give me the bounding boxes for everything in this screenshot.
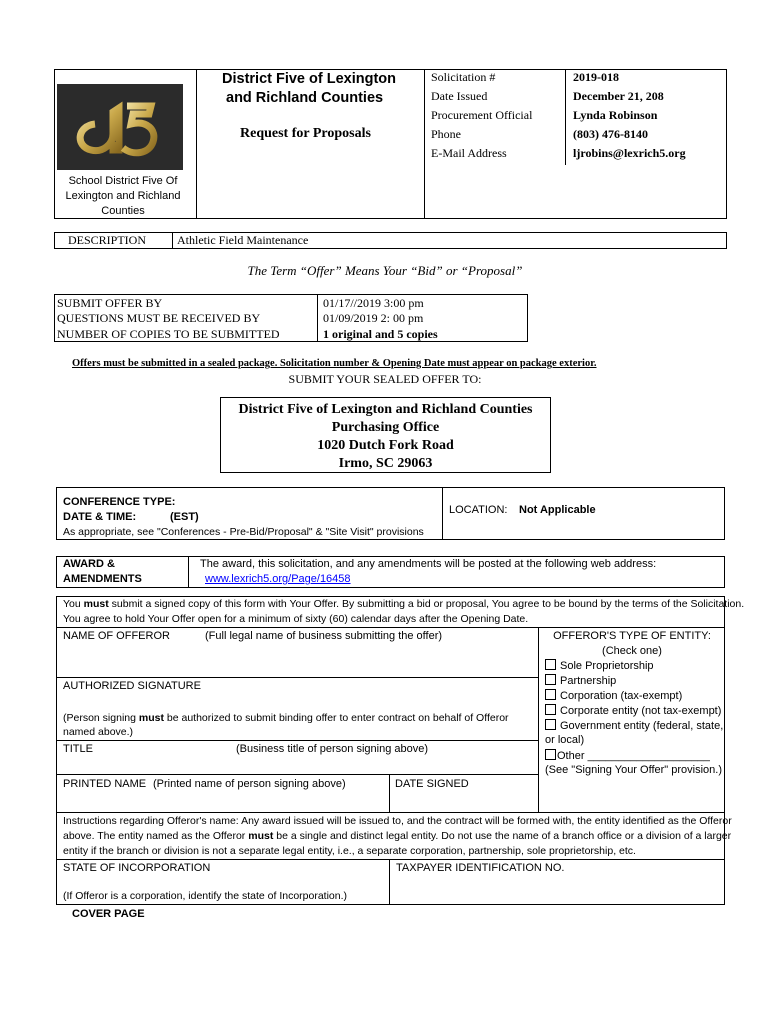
location-label: LOCATION: xyxy=(449,504,508,516)
doc-type: Request for Proposals xyxy=(240,126,371,141)
instructions-line2 xyxy=(63,830,731,842)
state-incorporation-field[interactable] xyxy=(57,876,388,888)
conference-divider xyxy=(442,487,443,540)
award-label-2: AMENDMENTS xyxy=(63,573,142,585)
entity-see-note: (See "Signing Your Offer" provision.) xyxy=(545,764,722,776)
state-incorporation-label: STATE OF INCORPORATION xyxy=(63,862,211,874)
district-logo xyxy=(57,84,183,170)
conference-note: As appropriate, see "Conferences - Pre-Bid/Proposal" & "Site Visit" provisions xyxy=(63,526,424,538)
email-label: E-Mail Address xyxy=(431,146,507,160)
description-label: DESCRIPTION xyxy=(68,233,147,247)
org-name-line2: and Richland Counties xyxy=(226,90,384,106)
offer-hline-5 xyxy=(56,812,725,813)
offer-hline-3 xyxy=(56,740,538,741)
submit-offer-value: 01/17//2019 3:00 pm xyxy=(323,296,424,310)
tin-field[interactable] xyxy=(390,876,724,904)
offer-text-post: submit a signed copy of this form with Your Offer. By submitting a bid or proposal, You agree to be bound by the terms of the Solicitation. xyxy=(108,598,745,610)
checkbox-other[interactable] xyxy=(545,749,556,760)
entity-sub: (Check one) xyxy=(602,645,662,657)
signature-hint-post: be authorized to submit binding offer to enter contract on behalf of Offeror xyxy=(163,712,509,724)
checkbox-sole[interactable] xyxy=(545,659,556,670)
signature-hint-line2: named above.) xyxy=(63,726,134,738)
offer-text-pre: You xyxy=(63,598,84,610)
address-line1: District Five of Lexington and Richland Counties xyxy=(238,402,533,417)
offer-text-must: must xyxy=(83,598,109,610)
award-divider xyxy=(188,556,189,588)
checkbox-government[interactable] xyxy=(545,719,556,730)
signature-field[interactable] xyxy=(57,694,537,710)
entity-option-sole[interactable] xyxy=(545,659,654,672)
address-line4: Irmo, SC 29063 xyxy=(338,456,433,471)
conference-date-label: DATE & TIME: xyxy=(63,511,137,523)
entity-heading: OFFEROR'S TYPE OF ENTITY: xyxy=(553,630,711,642)
entity-option-corp-entity-label: Corporate entity (not tax-exempt) xyxy=(560,705,722,717)
logo-caption: School District Five Of Lexington and Richland Counties xyxy=(65,175,181,217)
date-signed-label: DATE SIGNED xyxy=(395,778,469,790)
entity-option-other-label: Other ____________________ xyxy=(557,750,710,762)
entity-option-corp-entity[interactable] xyxy=(545,704,721,717)
description-divider xyxy=(172,232,173,249)
address-line3: 1020 Dutch Fork Road xyxy=(317,438,454,453)
procurement-official-value: Lynda Robinson xyxy=(573,108,658,122)
submit-to-label: SUBMIT YOUR SEALED OFFER TO: xyxy=(288,372,482,386)
offeror-name-field[interactable] xyxy=(57,645,537,676)
address-line2: Purchasing Office xyxy=(331,420,440,435)
offer-hline-2 xyxy=(56,677,538,678)
signature-hint-line1 xyxy=(63,712,509,724)
header-divider-1 xyxy=(196,69,197,219)
description-value: Athletic Field Maintenance xyxy=(177,233,309,247)
solicitation-value: 2019-018 xyxy=(573,70,619,84)
entity-option-partnership-label: Partnership xyxy=(560,675,617,687)
award-text: The award, this solicitation, and any amendments will be posted at the following web address: xyxy=(200,558,657,570)
questions-value: 01/09/2019 2: 00 pm xyxy=(323,311,424,325)
entity-option-government[interactable] xyxy=(545,719,723,732)
header-divider-3 xyxy=(565,69,566,165)
title-hint: (Business title of person signing above) xyxy=(236,743,428,755)
location-value: Not Applicable xyxy=(519,504,596,516)
solicitation-label: Solicitation # xyxy=(431,70,496,84)
org-name-line1: District Five of Lexington xyxy=(222,71,397,87)
title-label: TITLE xyxy=(63,743,93,755)
term-note: The Term “Offer” Means Your “Bid” or “Proposal” xyxy=(247,263,523,278)
cover-page-footer: COVER PAGE xyxy=(72,908,145,920)
date-signed-field[interactable] xyxy=(390,793,537,811)
entity-option-partnership[interactable] xyxy=(545,674,616,687)
signature-hint-pre: (Person signing xyxy=(63,712,139,724)
offeror-name-hint: (Full legal name of business submitting the offer) xyxy=(205,630,443,642)
checkbox-corp-exempt[interactable] xyxy=(545,689,556,700)
deadlines-divider xyxy=(317,294,318,342)
phone-label: Phone xyxy=(431,127,461,141)
instructions-line1: Instructions regarding Offeror's name: Any award issued will be issued to, and the contract will be formed with, the entity identified as the Offeror xyxy=(63,815,732,827)
printed-name-hint: (Printed name of person signing above) xyxy=(153,778,346,790)
signature-hint-must: must xyxy=(138,712,164,724)
offer-hline-6 xyxy=(56,859,725,860)
copies-value: 1 original and 5 copies xyxy=(323,327,438,341)
offer-hline-1 xyxy=(56,627,725,628)
checkbox-corp-entity[interactable] xyxy=(545,704,556,715)
instructions-line3: entity if the branch or division is not a separate legal entity, i.e., a separate corporation, partnership, sole proprietorship, etc. xyxy=(63,845,636,857)
tin-label: TAXPAYER IDENTIFICATION NO. xyxy=(396,862,565,874)
conference-type-label: CONFERENCE TYPE: xyxy=(63,496,176,508)
entity-option-corp-exempt-label: Corporation (tax-exempt) xyxy=(560,690,683,702)
checkbox-partnership[interactable] xyxy=(545,674,556,685)
phone-value: (803) 476-8140 xyxy=(573,127,648,141)
entity-option-government-cont: or local) xyxy=(545,734,585,746)
award-url-link[interactable]: www.lexrich5.org/Page/16458 xyxy=(205,573,351,585)
instructions-line2-pre: above. The entity named as the Offeror xyxy=(63,830,249,842)
description-row xyxy=(54,232,727,249)
offer-text-line2: You agree to hold Your Offer open for a minimum of sixty (60) calendar days after the Opening Date. xyxy=(63,613,529,625)
offeror-name-label: NAME OF OFFEROR xyxy=(63,630,170,642)
signature-label: AUTHORIZED SIGNATURE xyxy=(63,680,201,692)
offer-hline-4 xyxy=(56,774,538,775)
submit-offer-label: SUBMIT OFFER BY xyxy=(57,296,163,310)
printed-name-field[interactable] xyxy=(57,793,388,811)
questions-label: QUESTIONS MUST BE RECEIVED BY xyxy=(57,311,261,325)
d5-logo-icon xyxy=(57,84,183,170)
entity-option-corp-exempt[interactable] xyxy=(545,689,682,702)
header-divider-2 xyxy=(424,69,425,219)
entity-option-sole-label: Sole Proprietorship xyxy=(560,660,654,672)
procurement-official-label: Procurement Official xyxy=(431,108,533,122)
instructions-line2-must: must xyxy=(248,830,274,842)
instructions-line2-post: be a single and distinct legal entity. Do not use the name of a branch office or a division of a larger xyxy=(273,830,732,842)
email-value: ljrobins@lexrich5.org xyxy=(573,146,686,160)
printed-name-label: PRINTED NAME xyxy=(63,778,147,790)
copies-label: NUMBER OF COPIES TO BE SUBMITTED xyxy=(57,327,280,341)
sealed-notice: Offers must be submitted in a sealed package. Solicitation number & Opening Date must appear on package exterior. xyxy=(72,358,597,369)
state-incorporation-hint: (If Offeror is a corporation, identify the state of Incorporation.) xyxy=(63,890,348,902)
date-issued-label: Date Issued xyxy=(431,89,488,103)
entity-option-government-label: Government entity (federal, state, xyxy=(560,720,724,732)
title-field[interactable] xyxy=(57,758,537,773)
award-label-1: AWARD & xyxy=(63,558,115,570)
offer-text-line1 xyxy=(63,598,744,610)
conference-est: (EST) xyxy=(170,511,199,523)
date-issued-value: December 21, 208 xyxy=(573,89,664,103)
entity-option-other[interactable] xyxy=(545,749,710,762)
